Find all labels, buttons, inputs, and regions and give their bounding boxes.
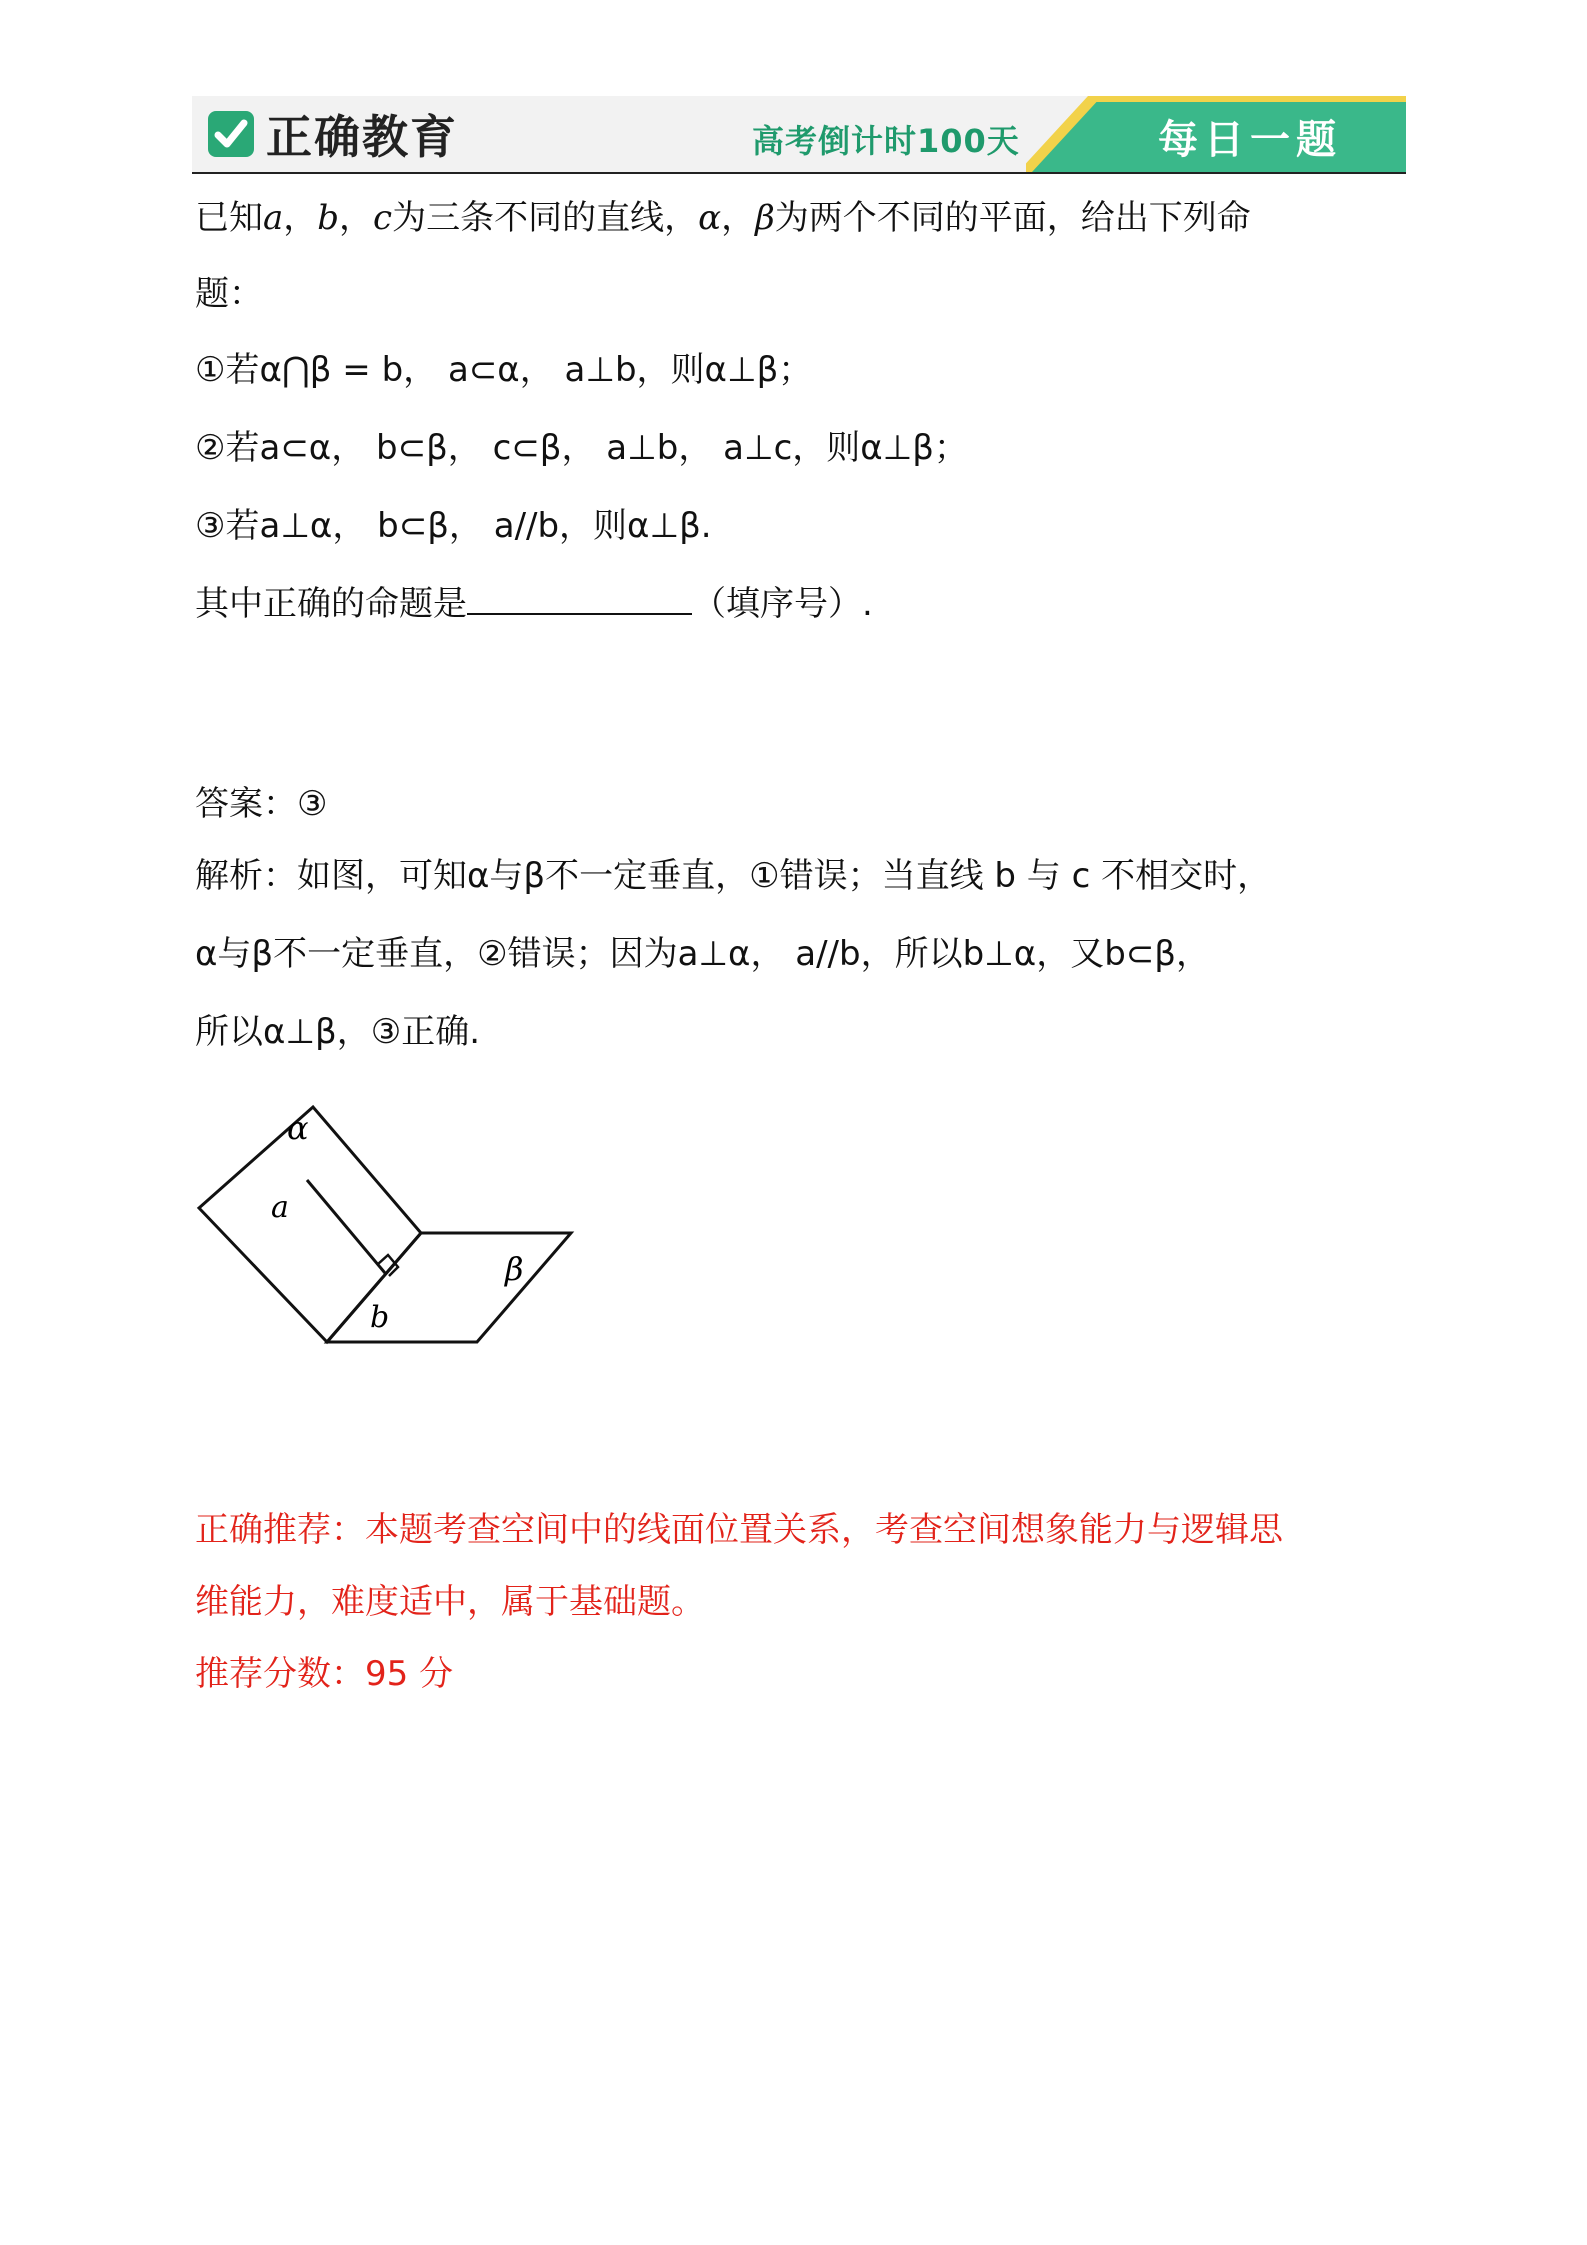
- proposition-2: ②若a⊂α， b⊂β， c⊂β， a⊥b， a⊥c，则α⊥β；: [195, 428, 969, 468]
- recommend-score: 推荐分数：95 分: [195, 1654, 454, 1694]
- brand-name: 正确教育: [266, 110, 458, 164]
- analysis-line-1: 解析：如图，可知α与β不一定垂直，①错误；当直线 b 与 c 不相交时，: [195, 856, 1272, 896]
- recommend-line-2: 维能力，难度适中，属于基础题。: [195, 1582, 705, 1622]
- planes-figure: [195, 1095, 595, 1355]
- proposition-3: ③若a⊥α， b⊂β， a//b，则α⊥β.: [195, 506, 712, 546]
- question-ask: 其中正确的命题是 （填序号）.: [195, 584, 873, 624]
- daily-question-tag: 每日一题: [1158, 117, 1342, 163]
- answer-blank: [467, 585, 692, 615]
- proposition-1: ①若α⋂β = b， a⊂α， a⊥b，则α⊥β；: [195, 350, 813, 390]
- label-alpha: α: [287, 1109, 309, 1147]
- header-banner: [192, 96, 1406, 174]
- label-b: b: [370, 1300, 390, 1335]
- question-intro-line-1: 已知a，b，c为三条不同的直线，α，β为两个不同的平面，给出下列命: [195, 198, 1251, 238]
- label-beta: β: [505, 1250, 524, 1288]
- label-a: a: [271, 1190, 289, 1225]
- check-icon: [208, 111, 254, 157]
- recommend-line-1: 正确推荐：本题考查空间中的线面位置关系，考查空间想象能力与逻辑思: [195, 1510, 1283, 1550]
- countdown-text: 高考倒计时100天: [752, 122, 1020, 160]
- question-intro-line-2: 题：: [195, 274, 263, 314]
- line-a: [307, 1180, 385, 1273]
- answer-label: 答案：③: [195, 784, 328, 824]
- analysis-line-3: 所以α⊥β，③正确.: [195, 1012, 481, 1052]
- analysis-line-2: α与β不一定垂直，②错误；因为a⊥α， a//b，所以b⊥α，又b⊂β，: [195, 934, 1210, 974]
- brand-logo: [208, 108, 458, 164]
